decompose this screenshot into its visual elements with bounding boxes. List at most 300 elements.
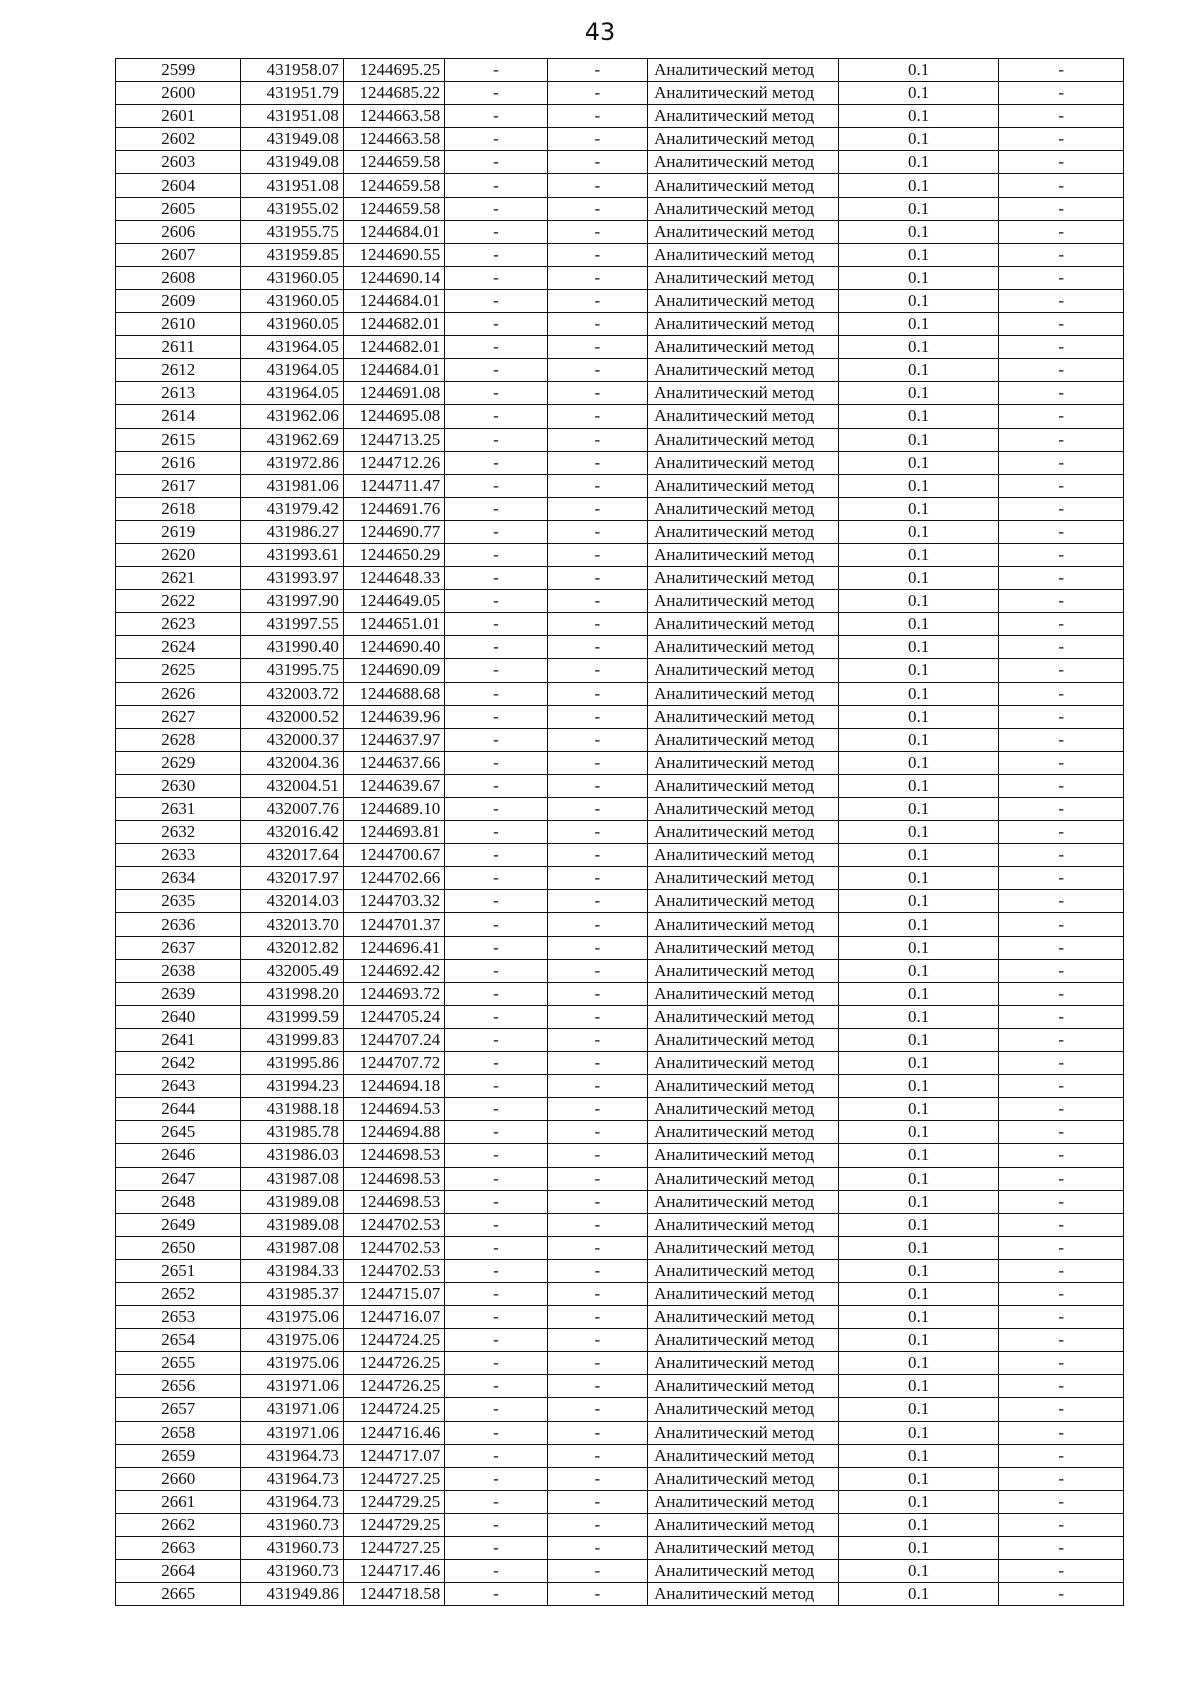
point-number-cell: 2611 bbox=[116, 336, 241, 359]
table-row bbox=[116, 751, 1124, 774]
empty-col-a-cell: - bbox=[445, 1444, 547, 1467]
x-coordinate-cell: 432000.37 bbox=[241, 728, 343, 751]
note-cell: - bbox=[999, 1144, 1124, 1167]
method-cell: Аналитический метод bbox=[648, 1144, 839, 1167]
table-row bbox=[116, 497, 1124, 520]
x-coordinate-cell: 431951.08 bbox=[241, 174, 343, 197]
y-coordinate-cell: 1244712.26 bbox=[343, 451, 444, 474]
accuracy-cell: 0.1 bbox=[838, 1213, 999, 1236]
y-coordinate-cell: 1244702.53 bbox=[343, 1259, 444, 1282]
accuracy-cell: 0.1 bbox=[838, 151, 999, 174]
y-coordinate-cell: 1244695.08 bbox=[343, 405, 444, 428]
point-number-cell: 2617 bbox=[116, 474, 241, 497]
point-number-cell: 2644 bbox=[116, 1098, 241, 1121]
x-coordinate-cell: 431971.06 bbox=[241, 1398, 343, 1421]
x-coordinate-cell: 432013.70 bbox=[241, 913, 343, 936]
note-cell: - bbox=[999, 636, 1124, 659]
point-number-cell: 2665 bbox=[116, 1583, 241, 1606]
accuracy-cell: 0.1 bbox=[838, 543, 999, 566]
empty-col-a-cell: - bbox=[445, 728, 547, 751]
table-row bbox=[116, 567, 1124, 590]
note-cell: - bbox=[999, 1560, 1124, 1583]
note-cell: - bbox=[999, 1398, 1124, 1421]
table-row bbox=[116, 336, 1124, 359]
point-number-cell: 2648 bbox=[116, 1190, 241, 1213]
note-cell: - bbox=[999, 197, 1124, 220]
y-coordinate-cell: 1244637.97 bbox=[343, 728, 444, 751]
point-number-cell: 2633 bbox=[116, 844, 241, 867]
empty-col-b-cell: - bbox=[547, 982, 647, 1005]
method-cell: Аналитический метод bbox=[648, 959, 839, 982]
x-coordinate-cell: 431984.33 bbox=[241, 1259, 343, 1282]
method-cell: Аналитический метод bbox=[648, 1560, 839, 1583]
empty-col-a-cell: - bbox=[445, 543, 547, 566]
empty-col-b-cell: - bbox=[547, 497, 647, 520]
empty-col-a-cell: - bbox=[445, 705, 547, 728]
empty-col-a-cell: - bbox=[445, 266, 547, 289]
point-number-cell: 2608 bbox=[116, 266, 241, 289]
empty-col-b-cell: - bbox=[547, 936, 647, 959]
table-row bbox=[116, 1121, 1124, 1144]
empty-col-b-cell: - bbox=[547, 844, 647, 867]
method-cell: Аналитический метод bbox=[648, 543, 839, 566]
note-cell: - bbox=[999, 1375, 1124, 1398]
point-number-cell: 2614 bbox=[116, 405, 241, 428]
table-row bbox=[116, 405, 1124, 428]
empty-col-a-cell: - bbox=[445, 1352, 547, 1375]
accuracy-cell: 0.1 bbox=[838, 567, 999, 590]
accuracy-cell: 0.1 bbox=[838, 636, 999, 659]
note-cell: - bbox=[999, 1444, 1124, 1467]
note-cell: - bbox=[999, 1282, 1124, 1305]
empty-col-b-cell: - bbox=[547, 1121, 647, 1144]
empty-col-a-cell: - bbox=[445, 220, 547, 243]
method-cell: Аналитический метод bbox=[648, 844, 839, 867]
point-number-cell: 2661 bbox=[116, 1490, 241, 1513]
table-row bbox=[116, 1028, 1124, 1051]
empty-col-a-cell: - bbox=[445, 1075, 547, 1098]
note-cell: - bbox=[999, 1583, 1124, 1606]
point-number-cell: 2664 bbox=[116, 1560, 241, 1583]
accuracy-cell: 0.1 bbox=[838, 243, 999, 266]
x-coordinate-cell: 432003.72 bbox=[241, 682, 343, 705]
table-row bbox=[116, 1421, 1124, 1444]
method-cell: Аналитический метод bbox=[648, 798, 839, 821]
note-cell: - bbox=[999, 1052, 1124, 1075]
table-row bbox=[116, 1167, 1124, 1190]
table-row bbox=[116, 913, 1124, 936]
point-number-cell: 2659 bbox=[116, 1444, 241, 1467]
empty-col-b-cell: - bbox=[547, 1329, 647, 1352]
point-number-cell: 2663 bbox=[116, 1537, 241, 1560]
point-number-cell: 2630 bbox=[116, 774, 241, 797]
coordinates-table-body bbox=[116, 59, 1124, 1606]
empty-col-a-cell: - bbox=[445, 359, 547, 382]
method-cell: Аналитический метод bbox=[648, 682, 839, 705]
empty-col-a-cell: - bbox=[445, 105, 547, 128]
accuracy-cell: 0.1 bbox=[838, 82, 999, 105]
note-cell: - bbox=[999, 289, 1124, 312]
accuracy-cell: 0.1 bbox=[838, 1098, 999, 1121]
x-coordinate-cell: 431999.83 bbox=[241, 1028, 343, 1051]
point-number-cell: 2613 bbox=[116, 382, 241, 405]
x-coordinate-cell: 431964.05 bbox=[241, 336, 343, 359]
empty-col-a-cell: - bbox=[445, 959, 547, 982]
empty-col-b-cell: - bbox=[547, 243, 647, 266]
note-cell: - bbox=[999, 59, 1124, 82]
method-cell: Аналитический метод bbox=[648, 336, 839, 359]
empty-col-a-cell: - bbox=[445, 567, 547, 590]
method-cell: Аналитический метод bbox=[648, 359, 839, 382]
empty-col-b-cell: - bbox=[547, 1352, 647, 1375]
table-row bbox=[116, 728, 1124, 751]
y-coordinate-cell: 1244689.10 bbox=[343, 798, 444, 821]
note-cell: - bbox=[999, 82, 1124, 105]
empty-col-b-cell: - bbox=[547, 1467, 647, 1490]
y-coordinate-cell: 1244690.09 bbox=[343, 659, 444, 682]
empty-col-b-cell: - bbox=[547, 913, 647, 936]
table-row bbox=[116, 636, 1124, 659]
note-cell: - bbox=[999, 520, 1124, 543]
empty-col-a-cell: - bbox=[445, 497, 547, 520]
note-cell: - bbox=[999, 1028, 1124, 1051]
empty-col-b-cell: - bbox=[547, 821, 647, 844]
method-cell: Аналитический метод bbox=[648, 1282, 839, 1305]
accuracy-cell: 0.1 bbox=[838, 405, 999, 428]
note-cell: - bbox=[999, 705, 1124, 728]
empty-col-a-cell: - bbox=[445, 382, 547, 405]
x-coordinate-cell: 431989.08 bbox=[241, 1213, 343, 1236]
empty-col-a-cell: - bbox=[445, 289, 547, 312]
table-row bbox=[116, 82, 1124, 105]
y-coordinate-cell: 1244663.58 bbox=[343, 105, 444, 128]
point-number-cell: 2660 bbox=[116, 1467, 241, 1490]
table-row bbox=[116, 1467, 1124, 1490]
empty-col-a-cell: - bbox=[445, 636, 547, 659]
point-number-cell: 2609 bbox=[116, 289, 241, 312]
point-number-cell: 2632 bbox=[116, 821, 241, 844]
note-cell: - bbox=[999, 497, 1124, 520]
method-cell: Аналитический метод bbox=[648, 821, 839, 844]
x-coordinate-cell: 431994.23 bbox=[241, 1075, 343, 1098]
y-coordinate-cell: 1244682.01 bbox=[343, 313, 444, 336]
empty-col-a-cell: - bbox=[445, 821, 547, 844]
point-number-cell: 2642 bbox=[116, 1052, 241, 1075]
accuracy-cell: 0.1 bbox=[838, 1259, 999, 1282]
accuracy-cell: 0.1 bbox=[838, 1513, 999, 1536]
note-cell: - bbox=[999, 543, 1124, 566]
y-coordinate-cell: 1244693.72 bbox=[343, 982, 444, 1005]
y-coordinate-cell: 1244693.81 bbox=[343, 821, 444, 844]
empty-col-b-cell: - bbox=[547, 613, 647, 636]
note-cell: - bbox=[999, 1121, 1124, 1144]
empty-col-b-cell: - bbox=[547, 197, 647, 220]
empty-col-a-cell: - bbox=[445, 1467, 547, 1490]
accuracy-cell: 0.1 bbox=[838, 1075, 999, 1098]
y-coordinate-cell: 1244690.55 bbox=[343, 243, 444, 266]
table-row bbox=[116, 798, 1124, 821]
y-coordinate-cell: 1244684.01 bbox=[343, 359, 444, 382]
x-coordinate-cell: 431949.08 bbox=[241, 128, 343, 151]
point-number-cell: 2652 bbox=[116, 1282, 241, 1305]
method-cell: Аналитический метод bbox=[648, 567, 839, 590]
x-coordinate-cell: 431962.06 bbox=[241, 405, 343, 428]
method-cell: Аналитический метод bbox=[648, 1259, 839, 1282]
method-cell: Аналитический метод bbox=[648, 936, 839, 959]
table-row bbox=[116, 289, 1124, 312]
point-number-cell: 2647 bbox=[116, 1167, 241, 1190]
empty-col-b-cell: - bbox=[547, 428, 647, 451]
accuracy-cell: 0.1 bbox=[838, 844, 999, 867]
note-cell: - bbox=[999, 936, 1124, 959]
table-row bbox=[116, 174, 1124, 197]
empty-col-b-cell: - bbox=[547, 567, 647, 590]
accuracy-cell: 0.1 bbox=[838, 728, 999, 751]
accuracy-cell: 0.1 bbox=[838, 220, 999, 243]
empty-col-a-cell: - bbox=[445, 1052, 547, 1075]
point-number-cell: 2636 bbox=[116, 913, 241, 936]
point-number-cell: 2646 bbox=[116, 1144, 241, 1167]
empty-col-a-cell: - bbox=[445, 774, 547, 797]
method-cell: Аналитический метод bbox=[648, 474, 839, 497]
note-cell: - bbox=[999, 474, 1124, 497]
empty-col-b-cell: - bbox=[547, 659, 647, 682]
empty-col-a-cell: - bbox=[445, 1560, 547, 1583]
note-cell: - bbox=[999, 1259, 1124, 1282]
note-cell: - bbox=[999, 844, 1124, 867]
x-coordinate-cell: 431971.06 bbox=[241, 1421, 343, 1444]
empty-col-a-cell: - bbox=[445, 1421, 547, 1444]
accuracy-cell: 0.1 bbox=[838, 497, 999, 520]
coordinates-table bbox=[115, 58, 1124, 1606]
table-row bbox=[116, 128, 1124, 151]
method-cell: Аналитический метод bbox=[648, 1121, 839, 1144]
y-coordinate-cell: 1244684.01 bbox=[343, 289, 444, 312]
y-coordinate-cell: 1244651.01 bbox=[343, 613, 444, 636]
empty-col-b-cell: - bbox=[547, 1236, 647, 1259]
y-coordinate-cell: 1244650.29 bbox=[343, 543, 444, 566]
empty-col-a-cell: - bbox=[445, 428, 547, 451]
point-number-cell: 2624 bbox=[116, 636, 241, 659]
empty-col-b-cell: - bbox=[547, 313, 647, 336]
method-cell: Аналитический метод bbox=[648, 1513, 839, 1536]
empty-col-a-cell: - bbox=[445, 1005, 547, 1028]
method-cell: Аналитический метод bbox=[648, 1398, 839, 1421]
note-cell: - bbox=[999, 913, 1124, 936]
point-number-cell: 2628 bbox=[116, 728, 241, 751]
empty-col-b-cell: - bbox=[547, 359, 647, 382]
table-row bbox=[116, 543, 1124, 566]
table-row bbox=[116, 1398, 1124, 1421]
empty-col-a-cell: - bbox=[445, 1375, 547, 1398]
accuracy-cell: 0.1 bbox=[838, 1028, 999, 1051]
table-row bbox=[116, 59, 1124, 82]
method-cell: Аналитический метод bbox=[648, 1467, 839, 1490]
accuracy-cell: 0.1 bbox=[838, 982, 999, 1005]
point-number-cell: 2602 bbox=[116, 128, 241, 151]
x-coordinate-cell: 431960.05 bbox=[241, 313, 343, 336]
note-cell: - bbox=[999, 590, 1124, 613]
empty-col-b-cell: - bbox=[547, 1375, 647, 1398]
x-coordinate-cell: 431987.08 bbox=[241, 1167, 343, 1190]
empty-col-b-cell: - bbox=[547, 1052, 647, 1075]
table-row bbox=[116, 982, 1124, 1005]
table-row bbox=[116, 1537, 1124, 1560]
method-cell: Аналитический метод bbox=[648, 497, 839, 520]
x-coordinate-cell: 431995.86 bbox=[241, 1052, 343, 1075]
empty-col-b-cell: - bbox=[547, 590, 647, 613]
x-coordinate-cell: 431951.08 bbox=[241, 105, 343, 128]
point-number-cell: 2654 bbox=[116, 1329, 241, 1352]
accuracy-cell: 0.1 bbox=[838, 751, 999, 774]
y-coordinate-cell: 1244713.25 bbox=[343, 428, 444, 451]
y-coordinate-cell: 1244726.25 bbox=[343, 1375, 444, 1398]
empty-col-b-cell: - bbox=[547, 474, 647, 497]
empty-col-a-cell: - bbox=[445, 474, 547, 497]
x-coordinate-cell: 431958.07 bbox=[241, 59, 343, 82]
point-number-cell: 2639 bbox=[116, 982, 241, 1005]
table-row bbox=[116, 1144, 1124, 1167]
x-coordinate-cell: 431951.79 bbox=[241, 82, 343, 105]
empty-col-b-cell: - bbox=[547, 451, 647, 474]
empty-col-a-cell: - bbox=[445, 936, 547, 959]
y-coordinate-cell: 1244639.67 bbox=[343, 774, 444, 797]
note-cell: - bbox=[999, 382, 1124, 405]
note-cell: - bbox=[999, 682, 1124, 705]
y-coordinate-cell: 1244700.67 bbox=[343, 844, 444, 867]
point-number-cell: 2637 bbox=[116, 936, 241, 959]
method-cell: Аналитический метод bbox=[648, 1375, 839, 1398]
empty-col-b-cell: - bbox=[547, 1075, 647, 1098]
point-number-cell: 2607 bbox=[116, 243, 241, 266]
y-coordinate-cell: 1244691.08 bbox=[343, 382, 444, 405]
method-cell: Аналитический метод bbox=[648, 451, 839, 474]
method-cell: Аналитический метод bbox=[648, 774, 839, 797]
note-cell: - bbox=[999, 1167, 1124, 1190]
accuracy-cell: 0.1 bbox=[838, 867, 999, 890]
accuracy-cell: 0.1 bbox=[838, 1005, 999, 1028]
note-cell: - bbox=[999, 774, 1124, 797]
table-row bbox=[116, 520, 1124, 543]
empty-col-b-cell: - bbox=[547, 1190, 647, 1213]
x-coordinate-cell: 431985.78 bbox=[241, 1121, 343, 1144]
method-cell: Аналитический метод bbox=[648, 382, 839, 405]
point-number-cell: 2629 bbox=[116, 751, 241, 774]
accuracy-cell: 0.1 bbox=[838, 289, 999, 312]
method-cell: Аналитический метод bbox=[648, 1098, 839, 1121]
empty-col-b-cell: - bbox=[547, 220, 647, 243]
empty-col-b-cell: - bbox=[547, 959, 647, 982]
empty-col-b-cell: - bbox=[547, 728, 647, 751]
method-cell: Аналитический метод bbox=[648, 266, 839, 289]
empty-col-b-cell: - bbox=[547, 1513, 647, 1536]
x-coordinate-cell: 431975.06 bbox=[241, 1352, 343, 1375]
point-number-cell: 2618 bbox=[116, 497, 241, 520]
accuracy-cell: 0.1 bbox=[838, 105, 999, 128]
method-cell: Аналитический метод bbox=[648, 1329, 839, 1352]
empty-col-a-cell: - bbox=[445, 1190, 547, 1213]
table-row bbox=[116, 844, 1124, 867]
x-coordinate-cell: 431949.08 bbox=[241, 151, 343, 174]
y-coordinate-cell: 1244702.66 bbox=[343, 867, 444, 890]
x-coordinate-cell: 431975.06 bbox=[241, 1329, 343, 1352]
point-number-cell: 2658 bbox=[116, 1421, 241, 1444]
empty-col-a-cell: - bbox=[445, 1121, 547, 1144]
note-cell: - bbox=[999, 313, 1124, 336]
y-coordinate-cell: 1244711.47 bbox=[343, 474, 444, 497]
y-coordinate-cell: 1244659.58 bbox=[343, 197, 444, 220]
x-coordinate-cell: 431964.73 bbox=[241, 1444, 343, 1467]
point-number-cell: 2616 bbox=[116, 451, 241, 474]
method-cell: Аналитический метод bbox=[648, 1213, 839, 1236]
accuracy-cell: 0.1 bbox=[838, 1329, 999, 1352]
y-coordinate-cell: 1244698.53 bbox=[343, 1167, 444, 1190]
note-cell: - bbox=[999, 336, 1124, 359]
empty-col-b-cell: - bbox=[547, 336, 647, 359]
empty-col-a-cell: - bbox=[445, 890, 547, 913]
y-coordinate-cell: 1244695.25 bbox=[343, 59, 444, 82]
empty-col-a-cell: - bbox=[445, 1513, 547, 1536]
table-row bbox=[116, 590, 1124, 613]
empty-col-a-cell: - bbox=[445, 82, 547, 105]
note-cell: - bbox=[999, 1075, 1124, 1098]
accuracy-cell: 0.1 bbox=[838, 1282, 999, 1305]
accuracy-cell: 0.1 bbox=[838, 336, 999, 359]
empty-col-a-cell: - bbox=[445, 1490, 547, 1513]
table-row bbox=[116, 936, 1124, 959]
note-cell: - bbox=[999, 1467, 1124, 1490]
table-row bbox=[116, 1075, 1124, 1098]
accuracy-cell: 0.1 bbox=[838, 428, 999, 451]
method-cell: Аналитический метод bbox=[648, 197, 839, 220]
point-number-cell: 2626 bbox=[116, 682, 241, 705]
x-coordinate-cell: 431997.90 bbox=[241, 590, 343, 613]
x-coordinate-cell: 431993.61 bbox=[241, 543, 343, 566]
y-coordinate-cell: 1244694.53 bbox=[343, 1098, 444, 1121]
empty-col-a-cell: - bbox=[445, 128, 547, 151]
x-coordinate-cell: 431964.73 bbox=[241, 1490, 343, 1513]
table-row bbox=[116, 359, 1124, 382]
note-cell: - bbox=[999, 1190, 1124, 1213]
empty-col-a-cell: - bbox=[445, 1236, 547, 1259]
accuracy-cell: 0.1 bbox=[838, 174, 999, 197]
x-coordinate-cell: 431964.05 bbox=[241, 359, 343, 382]
y-coordinate-cell: 1244682.01 bbox=[343, 336, 444, 359]
note-cell: - bbox=[999, 151, 1124, 174]
table-row bbox=[116, 105, 1124, 128]
accuracy-cell: 0.1 bbox=[838, 1352, 999, 1375]
point-number-cell: 2643 bbox=[116, 1075, 241, 1098]
accuracy-cell: 0.1 bbox=[838, 1167, 999, 1190]
x-coordinate-cell: 431975.06 bbox=[241, 1306, 343, 1329]
empty-col-b-cell: - bbox=[547, 682, 647, 705]
y-coordinate-cell: 1244690.14 bbox=[343, 266, 444, 289]
y-coordinate-cell: 1244659.58 bbox=[343, 151, 444, 174]
y-coordinate-cell: 1244637.66 bbox=[343, 751, 444, 774]
point-number-cell: 2605 bbox=[116, 197, 241, 220]
x-coordinate-cell: 432004.51 bbox=[241, 774, 343, 797]
method-cell: Аналитический метод bbox=[648, 751, 839, 774]
x-coordinate-cell: 431962.69 bbox=[241, 428, 343, 451]
table-row bbox=[116, 774, 1124, 797]
x-coordinate-cell: 432004.36 bbox=[241, 751, 343, 774]
table-row bbox=[116, 1236, 1124, 1259]
empty-col-b-cell: - bbox=[547, 1560, 647, 1583]
y-coordinate-cell: 1244688.68 bbox=[343, 682, 444, 705]
note-cell: - bbox=[999, 982, 1124, 1005]
empty-col-a-cell: - bbox=[445, 1282, 547, 1305]
point-number-cell: 2612 bbox=[116, 359, 241, 382]
